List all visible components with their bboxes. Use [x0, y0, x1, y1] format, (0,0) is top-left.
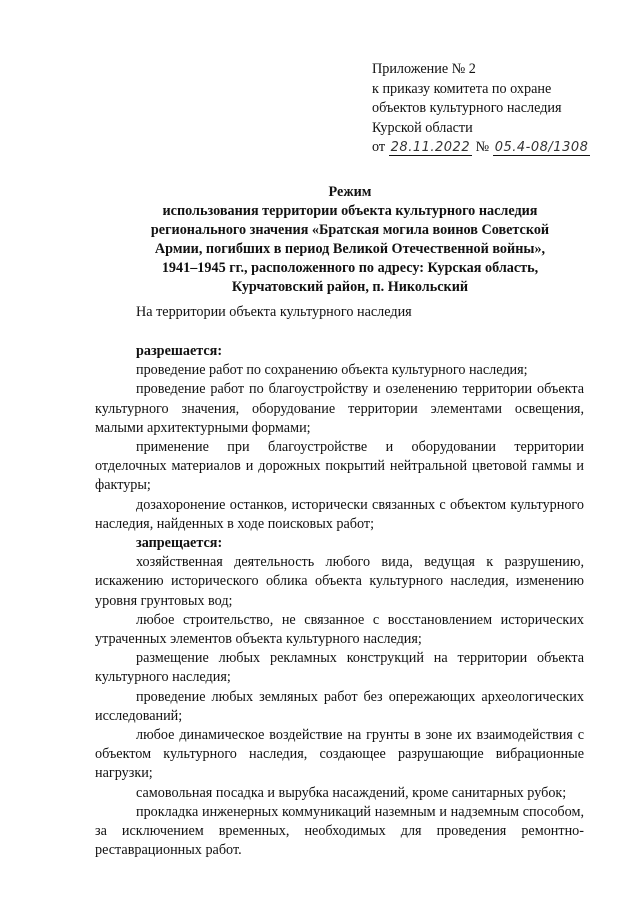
document-title — [110, 183, 590, 297]
forbidden-item: размещение любых рекламных конструкций на территории объекта культурного наследия; — [95, 650, 584, 686]
title-line: Курчатовский район, п. Никольский — [231, 279, 469, 295]
handwritten-order-number: 05.4-08/1308 — [494, 140, 589, 155]
forbidden-item: прокладка инженерных коммуникаций наземным и надземным способом, за исключением временных, необходимых для проведения ремонтно-реставрационных работ. — [95, 803, 584, 859]
intro-text: На территории объекта культурного наследия — [136, 304, 412, 320]
appendix-date-line — [372, 138, 632, 158]
number-sign: № — [475, 139, 490, 155]
appendix-order-ref: к приказу комитета по охране — [372, 80, 552, 97]
title-line: Режим — [328, 184, 372, 200]
forbidden-item: проведение любых земляных работ без опережающих археологических исследований; — [95, 688, 584, 724]
forbidden-item: любое динамическое воздействие на грунты в зоне их взаимодействия с объектом культурного наследия, создающее разрушающие вибрационные нагрузки; — [95, 727, 584, 782]
handwritten-date: 28.11.2022 — [390, 140, 471, 155]
forbidden-item: самовольная посадка и вырубка насаждений, кроме санитарных рубок; — [136, 784, 567, 801]
appendix-block — [372, 60, 632, 158]
allowed-item: дозахоронение останков, исторически связанных с объектом культурного наследия, найденных в ходе поисковых работ; — [95, 496, 584, 532]
appendix-number: Приложение № 2 — [372, 61, 476, 77]
allowed-heading: разрешается: — [136, 343, 223, 359]
title-line: регионального значения «Братская могила воинов Советской — [150, 222, 550, 238]
allowed-item: проведение работ по благоустройству и озеленению территории объекта культурного значения, оборудование территории элементами освещения, малыми архитектурными формами; — [95, 381, 584, 436]
allowed-item: применение при благоустройстве и оборудовании территории отделочных материалов и дорожных покрытий нейтральной цветовой гаммы и фактуры; — [95, 439, 584, 494]
forbidden-heading: запрещается: — [136, 535, 223, 552]
forbidden-item: любое строительство, не связанное с восстановлением исторических утраченных элементов объекта культурного наследия; — [95, 611, 584, 648]
appendix-committee: объектов культурного наследия — [372, 100, 562, 116]
forbidden-item: хозяйственная деятельность любого вида, ведущая к разрушению, искажению исторического облика объекта культурного наследия, изменению уровня грунтовых вод; — [95, 554, 584, 609]
title-line: 1941–1945 гг., расположенного по адресу: Курская область, — [161, 260, 539, 276]
date-prefix: от — [372, 139, 386, 155]
appendix-region: Курской области — [372, 119, 473, 136]
title-line: использования территории объекта культурного наследия — [162, 203, 538, 219]
allowed-item: проведение работ по сохранению объекта культурного наследия; — [136, 362, 528, 379]
regime-body — [95, 342, 584, 860]
title-line: Армии, погибших в период Великой Отечественной войны», — [154, 241, 546, 257]
